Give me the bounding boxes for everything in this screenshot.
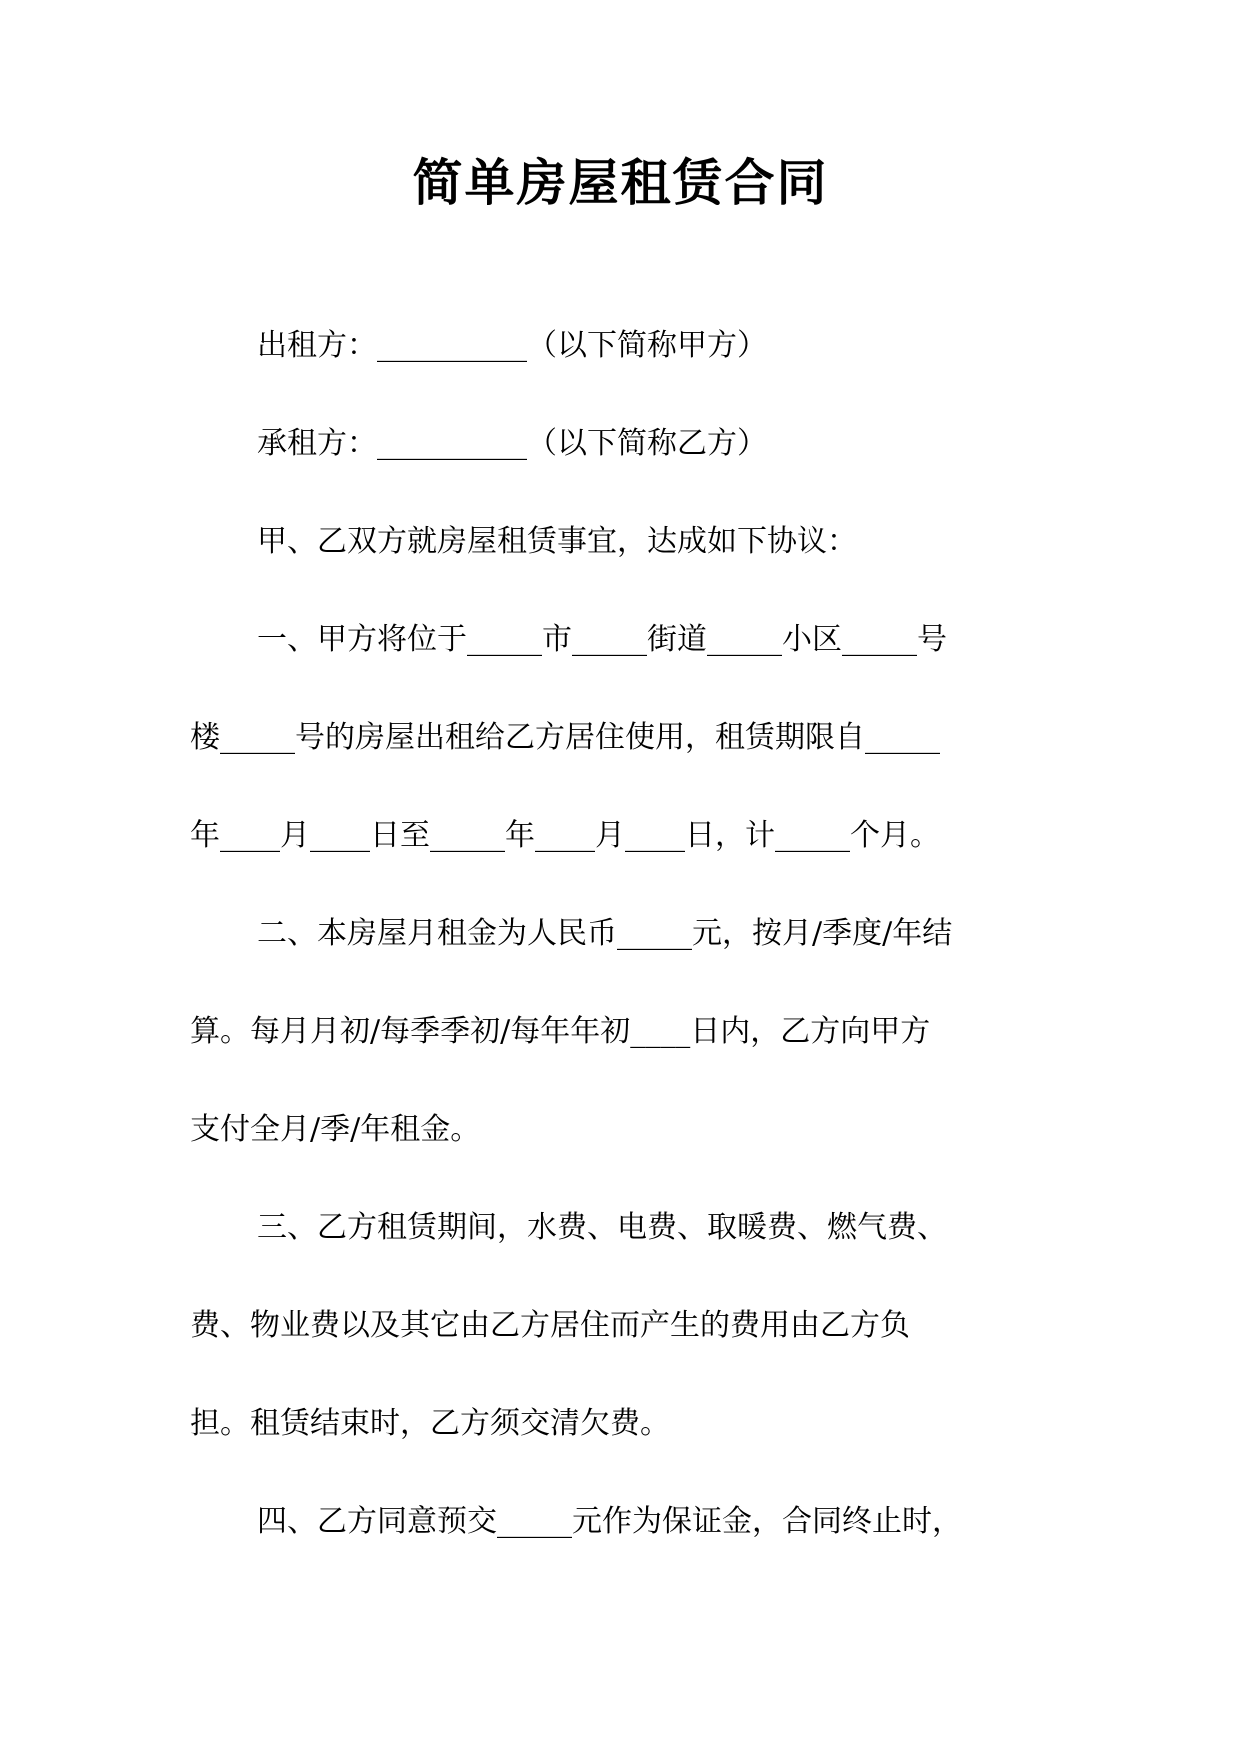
clause-1-line-3: 年____月____日至_____年____月____日，计_____个月。 [190, 818, 940, 853]
document-title: 简单房屋租赁合同 [412, 153, 829, 212]
clause-2-line-3: 支付全月/季/年租金。 [190, 1112, 481, 1147]
lessee-line: 承租方：__________（以下简称乙方） [257, 426, 767, 461]
agreement-intro-line: 甲、乙双方就房屋租赁事宜，达成如下协议： [257, 524, 857, 559]
clause-3-line-2: 费、物业费以及其它由乙方居住而产生的费用由乙方负 [190, 1308, 910, 1343]
clause-1-line-1: 一、甲方将位于_____市_____街道_____小区_____号 [257, 622, 947, 657]
clause-1-line-2: 楼_____号的房屋出租给乙方居住使用，租赁期限自_____ [190, 720, 940, 755]
lessor-line: 出租方：__________（以下简称甲方） [257, 328, 767, 363]
clause-4-line-1: 四、乙方同意预交_____元作为保证金，合同终止时， [257, 1504, 962, 1539]
document-body [190, 297, 1070, 1571]
clause-3-line-1: 三、乙方租赁期间，水费、电费、取暖费、燃气费、 [257, 1210, 947, 1245]
clause-2-line-2: 算。每月月初/每季季初/每年年初____日内，乙方向甲方 [190, 1014, 931, 1049]
clause-2-line-1: 二、本房屋月租金为人民币_____元，按月/季度/年结 [257, 916, 953, 951]
clause-3-line-3: 担。租赁结束时，乙方须交清欠费。 [190, 1406, 670, 1441]
